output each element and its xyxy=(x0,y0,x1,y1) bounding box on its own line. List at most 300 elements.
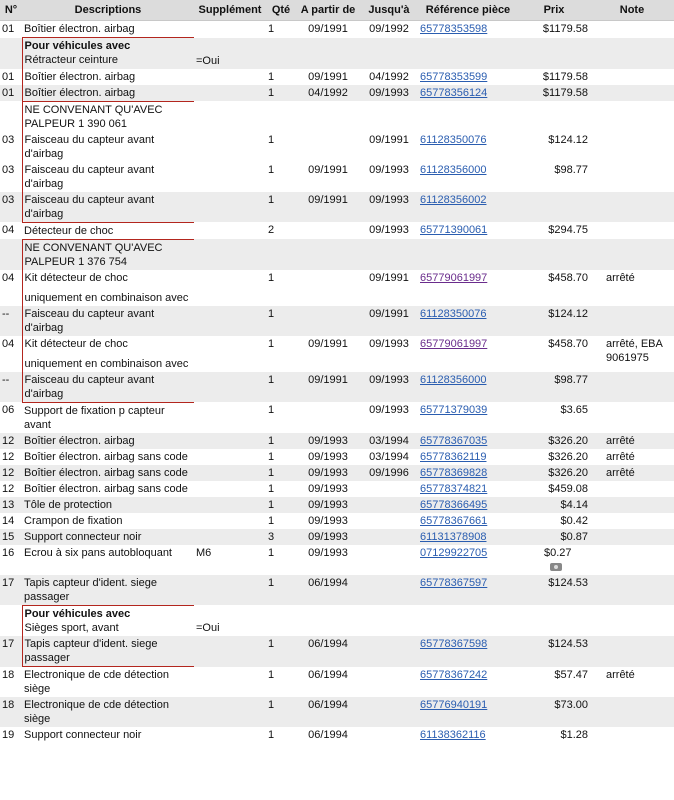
part-reference-link[interactable]: 65779061997 xyxy=(420,337,488,350)
qty-cell: 1 xyxy=(268,337,275,350)
price-cell xyxy=(518,636,590,667)
reference-cell xyxy=(418,372,518,403)
item-number: 12 xyxy=(0,433,22,449)
table-row xyxy=(0,497,674,513)
part-reference-link[interactable]: 61128356000 xyxy=(420,373,487,386)
reference-cell xyxy=(418,132,518,162)
from-date: 06/1994 xyxy=(296,636,360,667)
header-to[interactable]: Jusqu'à xyxy=(360,0,418,21)
condition-text: Rétracteur ceinture xyxy=(24,54,119,66)
note-cell: arrêté xyxy=(606,271,635,284)
from-date: 09/1993 xyxy=(296,465,360,481)
reference-cell xyxy=(418,481,518,497)
qty-cell: 1 xyxy=(266,465,296,481)
qty-cell: 1 xyxy=(266,497,296,513)
part-reference-link[interactable]: 61131378908 xyxy=(420,530,487,543)
header-note[interactable]: Note xyxy=(590,0,674,21)
info-row xyxy=(0,101,674,132)
price-cell xyxy=(518,192,590,223)
empty-cell xyxy=(590,239,674,270)
from-date: 06/1994 xyxy=(308,668,348,681)
price-cell xyxy=(518,433,590,449)
description-text: Kit détecteur de choc xyxy=(24,337,128,350)
qty-cell: 1 xyxy=(268,70,275,83)
from-date: 09/1991 xyxy=(296,372,360,403)
note-cell xyxy=(590,545,674,575)
description-cell xyxy=(22,85,194,102)
item-number: 13 xyxy=(0,497,22,513)
price-value: $458.70 xyxy=(548,271,588,284)
supplement-cell xyxy=(194,222,266,239)
note-cell xyxy=(590,529,674,545)
table-row xyxy=(0,433,674,449)
supplement-cell xyxy=(194,192,266,223)
description-text: Détecteur de choc xyxy=(24,224,114,237)
price-cell xyxy=(518,449,590,465)
from-date: 09/1993 xyxy=(308,482,348,495)
price-cell xyxy=(518,667,590,698)
table-row xyxy=(0,481,674,497)
empty-cell xyxy=(296,101,360,132)
price-value: $459.08 xyxy=(548,482,588,495)
part-reference-link[interactable]: 65778362119 xyxy=(420,450,487,463)
description-text: Faisceau du capteur avant d'airbag xyxy=(24,373,155,400)
description-cell xyxy=(22,465,194,481)
description-cell xyxy=(22,132,194,162)
note-cell xyxy=(590,402,674,433)
price-cell xyxy=(518,513,590,529)
empty-cell xyxy=(418,239,518,270)
price-cell xyxy=(518,465,590,481)
description-cell xyxy=(22,667,194,698)
from-date: 09/1991 xyxy=(308,163,348,176)
item-number: 06 xyxy=(2,404,15,416)
note-cell xyxy=(590,85,674,102)
to-date xyxy=(360,513,418,529)
part-reference-link[interactable]: 65778356124 xyxy=(420,86,488,99)
item-number: 04 xyxy=(2,224,15,236)
note-cell xyxy=(590,21,674,38)
qty-cell: 1 xyxy=(266,85,296,102)
qty-cell: 1 xyxy=(266,575,296,606)
description-subtext: uniquement en combinaison avec xyxy=(24,291,189,304)
part-reference-link[interactable]: 65778367035 xyxy=(420,434,488,447)
to-date: 03/1994 xyxy=(369,450,409,463)
description-cell xyxy=(22,306,194,336)
item-number: 01 xyxy=(2,23,15,35)
part-reference-link[interactable]: 65778366495 xyxy=(420,498,488,511)
empty-cell xyxy=(296,239,360,270)
from-date: 09/1993 xyxy=(308,450,348,463)
description-text: Boîtier électron. airbag sans code xyxy=(24,466,188,479)
reference-cell xyxy=(418,336,518,372)
description-text: Support connecteur noir xyxy=(24,530,142,543)
supplement-cell xyxy=(194,636,266,667)
note-cell xyxy=(590,69,674,85)
description-text: Faisceau du capteur avant d'airbag xyxy=(24,163,155,190)
description-text: Tapis capteur d'ident. siege passager xyxy=(24,576,157,603)
empty-cell xyxy=(518,239,590,270)
description-cell xyxy=(22,575,194,606)
from-date: 09/1991 xyxy=(296,192,360,223)
table-row xyxy=(0,306,674,336)
to-date: 09/1993 xyxy=(360,192,418,223)
table-row xyxy=(0,162,674,192)
to-date xyxy=(360,697,418,727)
supplement-cell xyxy=(194,270,266,306)
note-cell xyxy=(590,697,674,727)
table-row xyxy=(0,545,674,575)
note-cell xyxy=(590,497,674,513)
supplement-cell xyxy=(194,697,266,727)
note-cell xyxy=(590,306,674,336)
from-date: 09/1993 xyxy=(296,497,360,513)
table-row xyxy=(0,465,674,481)
price-cell xyxy=(518,222,590,239)
description-cell xyxy=(22,222,194,239)
empty-cell xyxy=(266,239,296,270)
item-number: 15 xyxy=(0,529,22,545)
price-value: $1.28 xyxy=(560,729,588,741)
qty-cell: 1 xyxy=(266,372,296,403)
supplement-cell xyxy=(194,162,266,192)
price-value: $4.14 xyxy=(560,498,588,511)
description-cell xyxy=(22,727,194,743)
condition-row xyxy=(0,605,674,636)
description-cell xyxy=(22,433,194,449)
supplement-cell: M6 xyxy=(196,546,212,559)
condition-cell xyxy=(22,605,194,636)
price-value: $1179.58 xyxy=(542,70,588,83)
description-cell xyxy=(22,636,194,667)
description-cell xyxy=(22,497,194,513)
item-number: 03 xyxy=(0,192,22,223)
table-row xyxy=(0,336,674,372)
empty-cell xyxy=(418,38,518,69)
empty-cell xyxy=(360,101,418,132)
to-date: 09/1996 xyxy=(360,465,418,481)
from-date: 09/1993 xyxy=(308,546,348,559)
price-value: $326.20 xyxy=(548,466,588,479)
to-date: 09/1991 xyxy=(369,271,409,284)
from-date: 09/1993 xyxy=(296,433,360,449)
table-row xyxy=(0,132,674,162)
part-reference-link[interactable]: 61128350076 xyxy=(420,133,487,146)
price-cell xyxy=(518,545,590,575)
note-cell xyxy=(590,162,674,192)
item-number: 01 xyxy=(2,70,15,83)
empty-cell xyxy=(590,38,674,69)
description-text: Boîtier électron. airbag xyxy=(24,86,136,99)
reference-cell xyxy=(418,192,518,223)
part-reference-link[interactable]: 65771390061 xyxy=(420,224,488,236)
part-reference-link[interactable]: 65778367242 xyxy=(420,668,488,681)
item-number: 03 xyxy=(2,133,15,146)
to-date: 04/1992 xyxy=(369,70,409,83)
supplement-cell xyxy=(194,433,266,449)
table-row xyxy=(0,529,674,545)
to-date xyxy=(360,636,418,667)
reference-cell xyxy=(418,449,518,465)
supplement-cell xyxy=(194,449,266,465)
part-reference-link[interactable]: 07129922705 xyxy=(420,546,488,559)
note-cell xyxy=(590,222,674,239)
condition-row xyxy=(0,38,674,69)
description-text: Electronique de cde détection siège xyxy=(24,669,169,695)
part-reference-link[interactable]: 65776940191 xyxy=(420,699,488,711)
part-reference-link[interactable]: 65778353598 xyxy=(420,23,488,35)
supplement-cell xyxy=(194,372,266,403)
note-cell: arrêté xyxy=(590,465,674,481)
reference-cell xyxy=(418,85,518,102)
header-reference[interactable]: Référence pièce xyxy=(418,0,518,21)
supplement-cell xyxy=(194,529,266,545)
item-number: 01 xyxy=(0,85,22,102)
note-cell xyxy=(590,575,674,606)
empty-cell xyxy=(418,101,518,132)
part-reference-link[interactable]: 65778374821 xyxy=(420,482,488,495)
from-date: 09/1991 xyxy=(308,70,348,83)
supplement-cell xyxy=(194,336,266,372)
price-value: $3.65 xyxy=(560,404,588,416)
condition-cell xyxy=(22,38,194,69)
reference-cell xyxy=(418,636,518,667)
note-cell xyxy=(590,481,674,497)
price-cell xyxy=(518,306,590,336)
to-date xyxy=(360,529,418,545)
price-value: $326.20 xyxy=(548,450,588,463)
to-date xyxy=(360,727,418,743)
supplement-cell xyxy=(194,727,266,743)
qty-cell: 1 xyxy=(268,133,275,146)
from-date: 09/1991 xyxy=(308,23,348,35)
price-value: $1179.58 xyxy=(542,86,588,99)
price-cell xyxy=(518,69,590,85)
table-header-row xyxy=(0,0,674,21)
part-reference-link[interactable]: 65778367661 xyxy=(420,514,488,527)
camera-icon[interactable] xyxy=(550,563,562,571)
reference-cell xyxy=(418,575,518,606)
item-number: 16 xyxy=(2,546,15,559)
qty-cell: 1 xyxy=(266,192,296,223)
description-text: Boîtier électron. airbag xyxy=(24,23,135,35)
note-cell: arrêté xyxy=(590,433,674,449)
condition-title: Pour véhicules avec xyxy=(24,607,131,620)
reference-cell xyxy=(418,162,518,192)
description-subtext: uniquement en combinaison avec xyxy=(24,357,189,370)
price-cell xyxy=(518,372,590,403)
table-row xyxy=(0,513,674,529)
item-number: -- xyxy=(0,372,22,403)
price-value: $57.47 xyxy=(554,668,588,681)
header-qty[interactable]: Qté xyxy=(266,0,296,21)
table-row xyxy=(0,636,674,667)
supplement-cell xyxy=(194,465,266,481)
header-supplement[interactable]: Supplément xyxy=(194,0,266,21)
description-cell xyxy=(22,162,194,192)
condition-value: =Oui xyxy=(194,38,266,69)
table-row xyxy=(0,372,674,403)
to-date xyxy=(360,667,418,698)
to-date: 09/1993 xyxy=(360,372,418,403)
info-row xyxy=(0,239,674,270)
table-row xyxy=(0,192,674,223)
price-value: $1179.58 xyxy=(542,23,588,35)
description-cell xyxy=(22,372,194,403)
to-date xyxy=(360,545,418,575)
empty-cell xyxy=(360,38,418,69)
description-text: Faisceau du capteur avant d'airbag xyxy=(24,193,155,220)
reference-cell xyxy=(418,545,518,575)
empty-cell xyxy=(518,605,590,636)
part-reference-link[interactable]: 61128350076 xyxy=(420,307,487,320)
price-value: $294.75 xyxy=(548,224,588,236)
empty-cell xyxy=(194,101,266,132)
reference-cell xyxy=(418,21,518,38)
header-descriptions[interactable]: Descriptions xyxy=(22,0,194,21)
note-cell xyxy=(590,132,674,162)
qty-cell: 1 xyxy=(268,546,275,559)
description-cell xyxy=(22,481,194,497)
price-cell xyxy=(518,529,590,545)
empty-cell xyxy=(590,101,674,132)
note-cell xyxy=(590,513,674,529)
to-date: 09/1992 xyxy=(369,23,409,35)
description-text: Tôle de protection xyxy=(24,498,113,511)
header-price[interactable]: Prix xyxy=(518,0,590,21)
note-cell xyxy=(590,372,674,403)
to-date: 03/1994 xyxy=(360,433,418,449)
from-date: 06/1994 xyxy=(296,697,360,727)
reference-cell xyxy=(418,529,518,545)
supplement-cell xyxy=(194,667,266,698)
from-date xyxy=(296,306,360,336)
qty-cell: 2 xyxy=(268,224,275,236)
description-text: Ecrou à six pans autobloquant xyxy=(24,546,172,559)
qty-cell: 1 xyxy=(268,514,275,527)
from-date xyxy=(296,270,360,306)
part-reference-link[interactable]: 65771379039 xyxy=(420,404,488,416)
header-n[interactable]: N° xyxy=(0,0,22,21)
part-reference-link[interactable]: 65778353599 xyxy=(420,70,488,83)
table-row xyxy=(0,222,674,239)
reference-cell xyxy=(418,513,518,529)
description-text: Support connecteur noir xyxy=(24,729,142,741)
price-cell xyxy=(518,697,590,727)
supplement-cell xyxy=(194,85,266,102)
qty-cell: 1 xyxy=(268,271,275,284)
item-number: 18 xyxy=(0,697,22,727)
from-date xyxy=(296,132,360,162)
empty-cell xyxy=(266,101,296,132)
empty-cell xyxy=(418,605,518,636)
table-row xyxy=(0,85,674,102)
part-reference-link[interactable]: 61128356002 xyxy=(420,193,487,206)
info-cell: NE CONVENANT QU'AVEC PALPEUR 1 376 754 xyxy=(22,239,194,270)
description-text: Boîtier électron. airbag xyxy=(24,70,136,83)
empty-cell xyxy=(194,239,266,270)
part-reference-link[interactable]: 65779061997 xyxy=(420,271,488,284)
from-date: 09/1991 xyxy=(308,337,348,350)
from-date xyxy=(296,402,360,433)
supplement-cell xyxy=(194,402,266,433)
price-cell xyxy=(518,481,590,497)
supplement-cell xyxy=(194,513,266,529)
price-cell xyxy=(518,727,590,743)
item-number: 14 xyxy=(2,514,15,527)
table-row xyxy=(0,449,674,465)
note-cell: arrêté, EBA 9061975 xyxy=(606,337,663,364)
part-reference-link[interactable]: 65778369828 xyxy=(420,466,488,479)
price-cell xyxy=(518,575,590,606)
part-reference-link[interactable]: 61128356000 xyxy=(420,163,487,176)
part-reference-link[interactable]: 61138362116 xyxy=(420,729,486,741)
to-date: 09/1993 xyxy=(369,404,409,416)
qty-cell: 3 xyxy=(266,529,296,545)
description-text: Boîtier électron. airbag sans code xyxy=(24,482,188,495)
description-text: Faisceau du capteur avant d'airbag xyxy=(24,307,155,334)
empty-cell xyxy=(590,605,674,636)
item-number: 17 xyxy=(0,636,22,667)
reference-cell xyxy=(418,270,518,306)
item-number xyxy=(0,101,22,132)
price-cell xyxy=(518,162,590,192)
description-cell xyxy=(22,697,194,727)
description-text: Kit détecteur de choc xyxy=(24,271,128,284)
description-cell xyxy=(22,449,194,465)
price-value: $124.53 xyxy=(548,576,588,589)
description-cell xyxy=(22,529,194,545)
price-cell xyxy=(518,21,590,38)
condition-text: Sièges sport, avant xyxy=(24,621,119,634)
empty-cell xyxy=(266,38,296,69)
part-reference-link[interactable]: 65778367598 xyxy=(420,638,488,650)
price-cell xyxy=(518,336,590,372)
note-cell xyxy=(590,192,674,223)
description-text: Tapis capteur d'ident. siege passager xyxy=(24,638,158,664)
price-cell xyxy=(518,270,590,306)
price-value: $0.87 xyxy=(560,530,588,543)
qty-cell: 1 xyxy=(266,636,296,667)
reference-cell xyxy=(418,69,518,85)
description-cell xyxy=(22,513,194,529)
empty-cell xyxy=(518,38,590,69)
to-date: 09/1993 xyxy=(369,163,409,176)
table-row xyxy=(0,575,674,606)
supplement-cell xyxy=(194,306,266,336)
reference-cell xyxy=(418,465,518,481)
reference-cell xyxy=(418,497,518,513)
to-date xyxy=(360,481,418,497)
table-row xyxy=(0,270,674,306)
price-cell xyxy=(518,402,590,433)
supplement-cell xyxy=(194,69,266,85)
to-date xyxy=(360,575,418,606)
price-value: $124.12 xyxy=(548,133,588,146)
item-number: 19 xyxy=(2,729,15,741)
description-text: Boîtier électron. airbag sans code xyxy=(24,450,188,463)
qty-cell: 1 xyxy=(268,163,275,176)
item-number: 17 xyxy=(0,575,22,606)
price-value: $98.77 xyxy=(554,163,588,176)
note-cell: arrêté xyxy=(606,450,635,463)
qty-cell: 1 xyxy=(266,697,296,727)
part-reference-link[interactable]: 65778367597 xyxy=(420,576,488,589)
table-row xyxy=(0,402,674,433)
price-value: $0.42 xyxy=(560,514,588,527)
header-from[interactable]: A partir de xyxy=(296,0,360,21)
supplement-cell xyxy=(194,21,266,38)
